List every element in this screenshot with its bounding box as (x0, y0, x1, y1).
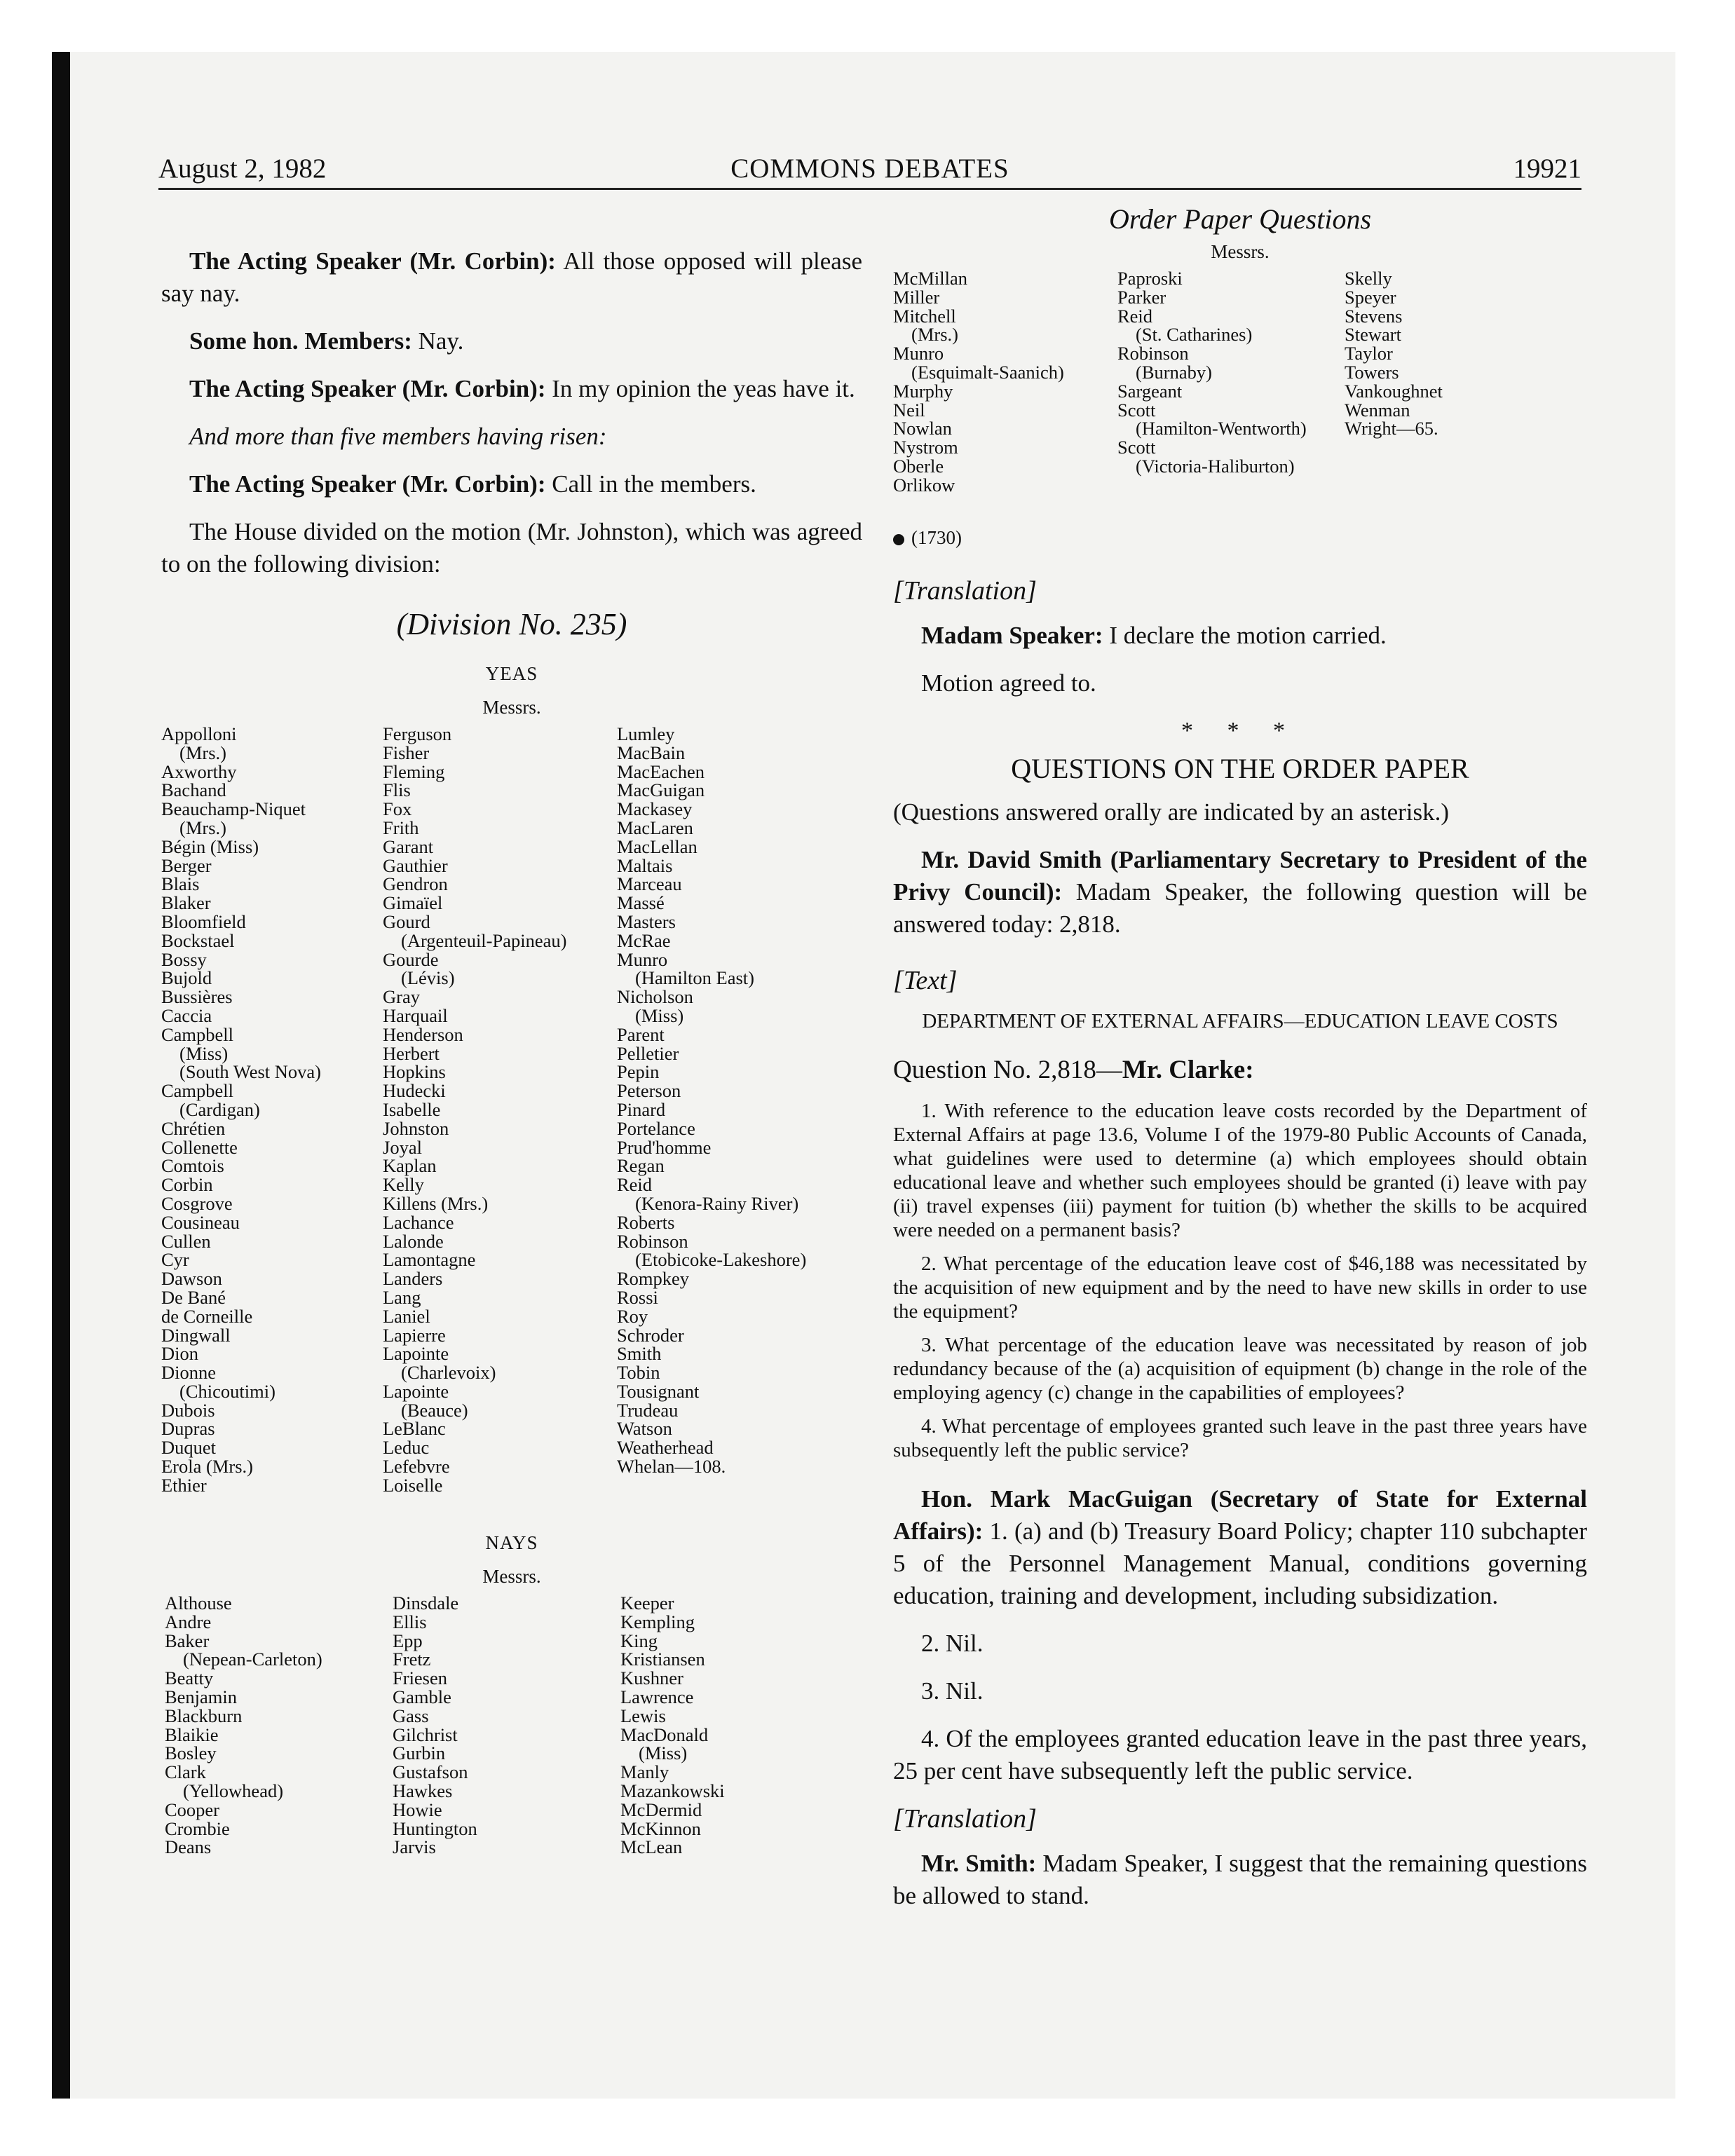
member-name: Stewart (1345, 324, 1401, 346)
answer-part: 3. Nil. (921, 1677, 984, 1705)
speaker-name: The Acting Speaker (Mr. Corbin): (189, 375, 546, 402)
member-name: Bujold (161, 967, 212, 989)
member-name: Nowlan (893, 418, 952, 439)
member-name: Miller (893, 286, 940, 308)
member-name: Bockstael (161, 929, 235, 951)
member-name: Roy (617, 1305, 648, 1327)
member-name: Bachand (161, 779, 226, 801)
nays-column-5 (1117, 269, 1307, 476)
member-name: Howie (393, 1799, 442, 1820)
member-name: Henderson (383, 1023, 463, 1045)
member-name: Clark (165, 1761, 206, 1783)
nays-messrs: Messrs. (482, 1566, 541, 1587)
member-name: Landers (383, 1268, 443, 1290)
member-name: Beatty (165, 1667, 214, 1689)
member-name: Epp (393, 1630, 423, 1651)
member-name: Whelan—108. (617, 1456, 726, 1478)
member-name: Peterson (617, 1080, 681, 1102)
member-name: (St. Catharines) (1136, 324, 1253, 346)
member-name: Erola (Mrs.) (161, 1456, 253, 1478)
member-name: Lalonde (383, 1230, 444, 1252)
member-name: Nystrom (893, 437, 958, 458)
member-name: Gauthier (383, 854, 448, 876)
nays-name-list (161, 1594, 862, 1867)
member-name: Portelance (617, 1117, 695, 1139)
member-name: Masters (617, 910, 676, 932)
member-name: Skelly (1345, 268, 1392, 289)
member-name: Cullen (161, 1230, 211, 1252)
member-name: (Burnaby) (1136, 361, 1212, 383)
member-name: MacLaren (617, 817, 693, 838)
member-name: Fisher (383, 742, 430, 763)
member-name: McMillan (893, 268, 967, 289)
member-name: (Victoria-Haliburton) (1136, 455, 1295, 477)
member-name: Robinson (617, 1230, 688, 1252)
member-name: Hopkins (383, 1061, 446, 1083)
member-name: MacGuigan (617, 779, 705, 801)
member-name: Parent (617, 1023, 665, 1045)
member-name: (Lévis) (401, 967, 455, 989)
member-name: Mitchell (893, 305, 956, 327)
speech-text: Nay. (411, 327, 464, 355)
member-name: Parker (1117, 286, 1166, 308)
member-name: Lang (383, 1286, 421, 1308)
member-name: (Miss) (635, 1004, 684, 1026)
member-name: King (620, 1630, 658, 1651)
bullet-icon (893, 534, 904, 545)
member-name: Mackasey (617, 798, 693, 820)
member-name: LeBlanc (383, 1418, 446, 1440)
paragraph (893, 1848, 1587, 1912)
speech-text: All those opposed will please say nay. (161, 247, 862, 307)
member-name: Prud'homme (617, 1136, 712, 1158)
speech-text: I declare the motion carried. (1103, 622, 1387, 649)
member-name: Fleming (383, 760, 445, 782)
nays-column-6 (1345, 269, 1443, 438)
member-name: Oberle (893, 455, 944, 477)
nays-continued-messrs: Messrs. (1211, 241, 1270, 262)
speech-text: In my opinion the yeas have it. (545, 375, 855, 402)
member-name: Bosley (165, 1742, 217, 1764)
member-name: Kelly (383, 1174, 424, 1196)
member-name: MacEachen (617, 760, 705, 782)
member-name: Laniel (383, 1305, 430, 1327)
nays-continued-name-list (893, 269, 1587, 507)
section-break-stars: * * * (1181, 718, 1299, 744)
member-name: Isabelle (383, 1098, 441, 1120)
member-name: (Argenteuil-Papineau) (401, 929, 567, 951)
member-name: De Bané (161, 1286, 226, 1308)
header-rule (158, 188, 1581, 190)
paragraph: Motion agreed to. (921, 669, 1096, 697)
member-name: McDermid (620, 1799, 702, 1820)
member-name: Gilchrist (393, 1724, 458, 1745)
member-name: Kristiansen (620, 1649, 705, 1670)
speaker-name: Madam Speaker: (921, 622, 1103, 649)
member-name: Watson (617, 1418, 672, 1440)
member-name: Joyal (383, 1136, 422, 1158)
member-name: Roberts (617, 1211, 675, 1233)
member-name: Pinard (617, 1098, 666, 1120)
member-name: Stevens (1345, 305, 1403, 327)
speech-text: Madam Speaker, I suggest that the remaining questions be allowed to stand. (893, 1850, 1587, 1909)
member-name: Blais (161, 873, 200, 895)
member-name: Rossi (617, 1286, 658, 1308)
section-heading: QUESTIONS ON THE ORDER PAPER (1011, 753, 1469, 784)
member-name: Trudeau (617, 1399, 679, 1421)
member-name: Lachance (383, 1211, 454, 1233)
member-name: Campbell (161, 1023, 234, 1045)
member-name: Lapierre (383, 1324, 446, 1346)
member-name: Dion (161, 1343, 198, 1365)
member-name: Gimaïel (383, 892, 443, 914)
member-name: Gourde (383, 948, 439, 970)
member-name: Deans (165, 1836, 212, 1858)
member-name: Dionne (161, 1362, 217, 1384)
member-name: Gamble (393, 1686, 451, 1707)
member-name: Speyer (1345, 286, 1396, 308)
member-name: Dinsdale (393, 1592, 459, 1613)
member-name: Reid (617, 1174, 653, 1196)
member-name: Althouse (165, 1592, 232, 1613)
scan-edge-bar (52, 52, 70, 2099)
member-name: Appolloni (161, 723, 237, 744)
member-name: Neil (893, 399, 925, 421)
speaker-name: Hon. Mark MacGuigan (Secretary of State for External Affairs): (893, 1485, 1587, 1545)
member-name: Smith (617, 1343, 662, 1365)
answer-part: 2. Nil. (921, 1630, 984, 1657)
member-name: Lewis (620, 1705, 666, 1726)
member-name: (Cardigan) (179, 1098, 260, 1120)
member-name: Berger (161, 854, 212, 876)
translation-marker: [Translation] (893, 576, 1037, 606)
member-name: Wright—65. (1345, 418, 1438, 439)
paragraph (893, 844, 1587, 941)
member-name: (Beauce) (401, 1399, 468, 1421)
member-name: Crombie (165, 1817, 230, 1839)
member-name: McKinnon (620, 1817, 701, 1839)
member-name: Lapointe (383, 1343, 449, 1365)
member-name: Paproski (1117, 268, 1183, 289)
member-name: Manly (620, 1761, 669, 1783)
question-part: 3. What percentage of the education leave was necessitated by reason of job redundancy because of the (a) acquisition of equipment (b) change in the role of the employing agency (c) change in the capabilities of employees? (893, 1334, 1587, 1404)
member-name: Scott (1117, 437, 1156, 458)
member-name: Kempling (620, 1611, 695, 1632)
member-name: Tobin (617, 1362, 660, 1384)
yeas-column-2 (383, 725, 566, 1495)
member-name: Garant (383, 835, 434, 857)
speech-text: 1. (a) and (b) Treasury Board Policy; chapter 110 subchapter 5 of the Personnel Management Manual, conditions governing education, training and development, including subsidization. (893, 1517, 1587, 1609)
member-name: Ferguson (383, 723, 452, 744)
member-name: (Charlevoix) (401, 1362, 496, 1384)
department-heading: DEPARTMENT OF EXTERNAL AFFAIRS—EDUCATION LEAVE COSTS (922, 1010, 1558, 1032)
member-name: Chrétien (161, 1117, 226, 1139)
member-name: Massé (617, 892, 665, 914)
member-name: Caccia (161, 1004, 212, 1026)
section-running-title: Order Paper Questions (1108, 203, 1372, 235)
member-name: Lamontagne (383, 1249, 476, 1271)
paragraph (161, 373, 862, 405)
member-name: Bossy (161, 948, 207, 970)
left-column (161, 245, 862, 1867)
member-name: Cyr (161, 1249, 189, 1271)
paragraph (161, 468, 862, 500)
paragraph (161, 325, 862, 357)
member-name: McLean (620, 1836, 683, 1858)
member-name: Flis (383, 779, 411, 801)
nays-heading: NAYS (485, 1532, 538, 1553)
member-name: de Corneille (161, 1305, 253, 1327)
member-name: (Mrs.) (911, 324, 958, 346)
nays-column-4 (893, 269, 1064, 495)
member-name: (Hamilton East) (635, 967, 754, 989)
paragraph (161, 245, 862, 310)
member-name: (Mrs.) (179, 742, 226, 763)
stage-direction: And more than five members having risen: (189, 423, 607, 450)
header-title: COMMONS DEBATES (730, 153, 1009, 184)
member-name: Robinson (1117, 343, 1189, 364)
member-name: Regan (617, 1155, 665, 1177)
question-number (893, 1054, 1587, 1086)
member-name: Murphy (893, 380, 953, 402)
section-note: (Questions answered orally are indicated by an asterisk.) (893, 798, 1450, 826)
member-name: Cooper (165, 1799, 220, 1820)
member-name: Beauchamp-Niquet (161, 798, 306, 820)
member-name: (Miss) (179, 1042, 229, 1064)
member-name: Campbell (161, 1080, 234, 1102)
member-name: Fox (383, 798, 412, 820)
translation-marker: [Translation] (893, 1804, 1037, 1834)
member-name: (South West Nova) (179, 1061, 321, 1083)
member-name: Bussières (161, 986, 233, 1008)
speaker-name: The Acting Speaker (Mr. Corbin): (189, 470, 546, 498)
member-name: (Miss) (639, 1742, 688, 1764)
member-name: Fretz (393, 1649, 431, 1670)
member-name: Vankoughnet (1345, 380, 1443, 402)
member-name: Tousignant (617, 1380, 700, 1402)
member-name: Collenette (161, 1136, 238, 1158)
member-name: Ethier (161, 1474, 207, 1496)
speaker-name: Some hon. Members: (189, 327, 412, 355)
speech-text: Madam Speaker, the following question will be answered today: 2,818. (893, 878, 1588, 938)
member-name: MacDonald (620, 1724, 709, 1745)
member-name: Andre (165, 1611, 212, 1632)
member-name: Kushner (620, 1667, 683, 1689)
member-name: Dupras (161, 1418, 215, 1440)
member-name: Nicholson (617, 986, 693, 1008)
member-name: (Esquimalt-Saanich) (911, 361, 1064, 383)
speaker-name: The Acting Speaker (Mr. Corbin): (189, 247, 556, 275)
member-name: Dubois (161, 1399, 215, 1421)
member-name: (Etobicoke-Lakeshore) (635, 1249, 807, 1271)
member-name: Gendron (383, 873, 448, 895)
member-name: Hawkes (393, 1780, 453, 1801)
member-name: (Chicoutimi) (179, 1380, 275, 1402)
paragraph: The House divided on the motion (Mr. Johnston), which was agreed to on the following division: (161, 518, 862, 578)
member-name: Leduc (383, 1437, 430, 1459)
member-name: Schroder (617, 1324, 684, 1346)
member-name: Wenman (1345, 399, 1410, 421)
member-name: Scott (1117, 399, 1156, 421)
time-marker (893, 521, 1587, 554)
member-name: Pelletier (617, 1042, 679, 1064)
member-name: (Kenora-Rainy River) (635, 1192, 799, 1214)
speaker-name: Mr. David Smith (Parliamentary Secretary to President of the Privy Council): (893, 846, 1587, 906)
yeas-name-list (161, 725, 862, 1503)
speech-text: Call in the members. (545, 470, 756, 498)
paragraph (893, 620, 1587, 652)
question-number-text: Question No. 2,818— (893, 1056, 1122, 1084)
member-name: Axworthy (161, 760, 237, 782)
member-name: McRae (617, 929, 671, 951)
member-name: Gass (393, 1705, 429, 1726)
nays-column-1 (165, 1594, 322, 1857)
member-name: Blackburn (165, 1705, 243, 1726)
member-name: Blaker (161, 892, 211, 914)
member-name: Sargeant (1117, 380, 1183, 402)
member-name: Dingwall (161, 1324, 231, 1346)
member-name: Corbin (161, 1174, 213, 1196)
member-name: Johnston (383, 1117, 449, 1139)
yeas-column-3 (617, 725, 806, 1476)
right-column (893, 203, 1587, 1928)
member-name: Taylor (1345, 343, 1393, 364)
member-name: Bégin (Miss) (161, 835, 259, 857)
member-name: Cosgrove (161, 1192, 233, 1214)
question-asker: Mr. Clarke: (1122, 1056, 1254, 1084)
member-name: Munro (893, 343, 944, 364)
member-name: Keeper (620, 1592, 674, 1613)
member-name: Mazankowski (620, 1780, 725, 1801)
member-name: Benjamin (165, 1686, 238, 1707)
question-part: 2. What percentage of the education leave cost of $46,188 was necessitated by the acquisition of new equipment and by the need to have new skills in order to use the equipment? (893, 1253, 1587, 1323)
member-name: Ellis (393, 1611, 427, 1632)
question-part: 1. With reference to the education leave costs recorded by the Department of External Affairs at page 13.6, Volume I of the 1979-80 Public Accounts of Canada, what guidelines were used to determine (a) which employees should obtain educational leave and whether such employees should be granted (i) leave with pay (ii) travel expenses (iii) payment for tuition (b) whether the skills to be acquired were needed on a permanent basis? (893, 1100, 1587, 1241)
member-name: Munro (617, 948, 668, 970)
member-name: Gourd (383, 910, 430, 932)
member-name: Blaikie (165, 1724, 219, 1745)
member-name: Gustafson (393, 1761, 468, 1783)
nays-column-2 (393, 1594, 477, 1857)
member-name: Lefebvre (383, 1456, 450, 1478)
member-name: Jarvis (393, 1836, 436, 1858)
member-name: Dawson (161, 1268, 222, 1290)
member-name: Lapointe (383, 1380, 449, 1402)
member-name: Towers (1345, 361, 1399, 383)
member-name: Duquet (161, 1437, 217, 1459)
member-name: Killens (Mrs.) (383, 1192, 489, 1214)
division-title: (Division No. 235) (396, 607, 627, 641)
member-name: Bloomfield (161, 910, 246, 932)
member-name: Lawrence (620, 1686, 694, 1707)
member-name: Cousineau (161, 1211, 240, 1233)
member-name: Gray (383, 986, 420, 1008)
member-name: Harquail (383, 1004, 448, 1026)
running-header (158, 153, 1581, 188)
header-date: August 2, 1982 (158, 153, 327, 184)
nays-column-3 (620, 1594, 725, 1857)
member-name: Frith (383, 817, 419, 838)
member-name: (Nepean-Carleton) (183, 1649, 322, 1670)
member-name: MacLellan (617, 835, 698, 857)
question-part: 4. What percentage of employees granted such leave in the past three years have subsequently left the public service? (893, 1415, 1587, 1461)
member-name: Gurbin (393, 1742, 446, 1764)
answer-part: 4. Of the employees granted education leave in the past three years, 25 per cent have subsequently left the public service. (893, 1725, 1587, 1785)
member-name: Friesen (393, 1667, 448, 1689)
member-name: Kaplan (383, 1155, 437, 1177)
yeas-heading: YEAS (485, 663, 538, 684)
member-name: Lumley (617, 723, 675, 744)
header-page-number: 19921 (1513, 153, 1581, 184)
member-name: Huntington (393, 1817, 477, 1839)
speaker-name: Mr. Smith: (921, 1850, 1037, 1877)
yeas-messrs: Messrs. (482, 697, 541, 718)
member-name: Comtois (161, 1155, 224, 1177)
member-name: Loiselle (383, 1474, 443, 1496)
member-name: (Hamilton-Wentworth) (1136, 418, 1307, 439)
member-name: Rompkey (617, 1268, 690, 1290)
member-name: MacBain (617, 742, 686, 763)
paragraph (893, 1483, 1587, 1612)
member-name: Maltais (617, 854, 673, 876)
member-name: Herbert (383, 1042, 440, 1064)
text-marker: [Text] (893, 966, 958, 995)
member-name: Weatherhead (617, 1437, 714, 1459)
time-text: (1730) (911, 527, 962, 548)
question-body (893, 1099, 1587, 1462)
member-name: Baker (165, 1630, 210, 1651)
member-name: Pepin (617, 1061, 660, 1083)
member-name: Orlikow (893, 474, 955, 496)
member-name: Reid (1117, 305, 1153, 327)
member-name: (Yellowhead) (183, 1780, 284, 1801)
member-name: (Mrs.) (179, 817, 226, 838)
member-name: Marceau (617, 873, 682, 895)
yeas-column-1 (161, 725, 321, 1495)
member-name: Hudecki (383, 1080, 446, 1102)
